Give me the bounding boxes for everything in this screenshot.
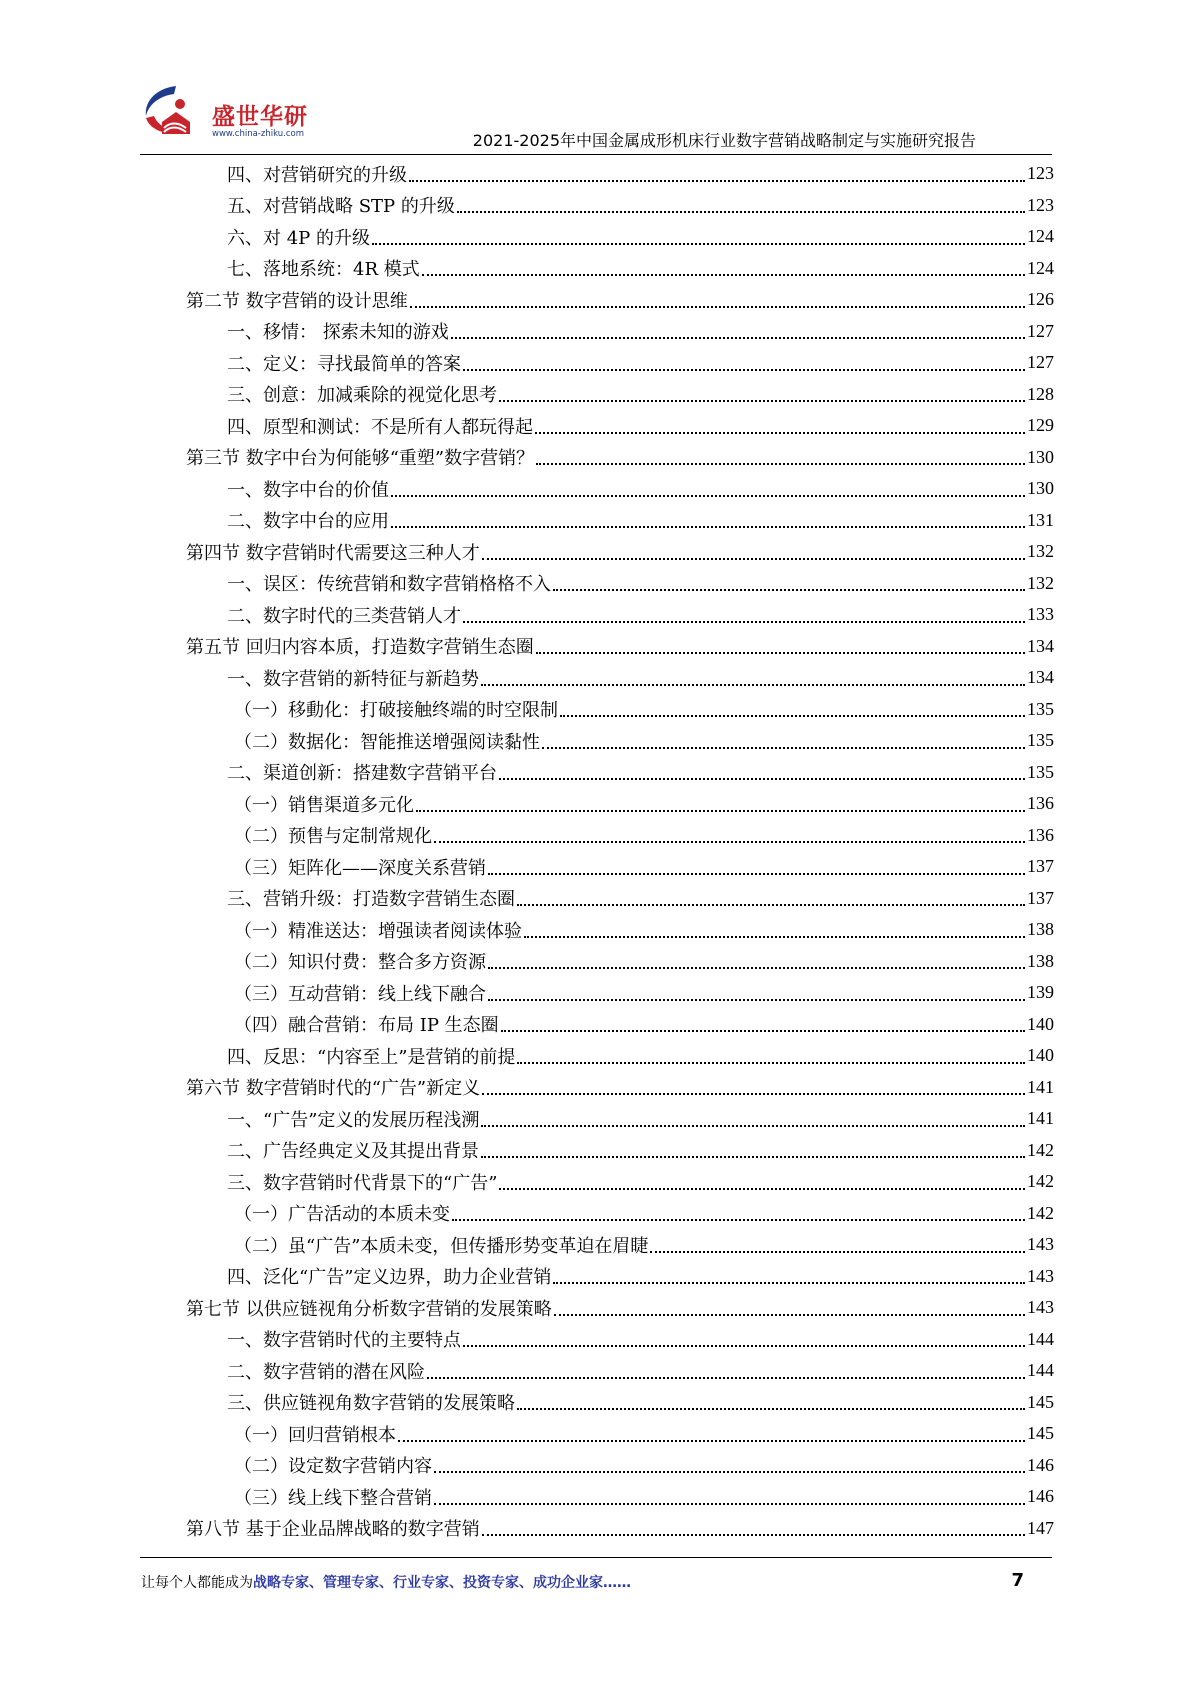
table-of-contents — [186, 158, 1054, 1544]
toc-dot-leader — [398, 1440, 1025, 1442]
toc-entry-page: 129 — [1027, 415, 1054, 436]
toc-dot-leader — [481, 1156, 1025, 1158]
toc-entry-page: 127 — [1027, 320, 1054, 341]
toc-dot-leader — [482, 1534, 1025, 1536]
document-title: 2021-2025年中国金属成形机床行业数字营销战略制定与实施研究报告 — [472, 131, 976, 150]
toc-entry-page: 137 — [1027, 887, 1054, 908]
toc-entry-label: （三）矩阵化——深度关系营销 — [234, 857, 486, 879]
toc-entry-label: 四、反思：“内容至上”是营销的前提 — [227, 1046, 516, 1068]
header-divider — [140, 154, 1052, 155]
toc-entry[interactable] — [186, 1513, 1054, 1545]
toc-dot-leader — [481, 1125, 1025, 1127]
toc-dot-leader — [499, 1188, 1025, 1190]
toc-entry-label: （二）预售与定制常规化 — [234, 826, 432, 848]
toc-entry-page: 124 — [1027, 226, 1054, 247]
toc-entry-page: 126 — [1027, 289, 1054, 310]
toc-entry[interactable] — [186, 1418, 1054, 1450]
toc-entry[interactable] — [186, 253, 1054, 285]
toc-entry[interactable] — [186, 1040, 1054, 1072]
toc-dot-leader — [409, 180, 1025, 182]
toc-entry-label: 三、供应链视角数字营销的发展策略 — [227, 1393, 515, 1415]
toc-entry-page: 143 — [1027, 1234, 1054, 1255]
toc-entry-label: 一、数字营销时代的主要特点 — [227, 1330, 461, 1352]
toc-entry[interactable] — [186, 820, 1054, 852]
toc-entry-label: 一、移情： 探索未知的游戏 — [227, 322, 449, 344]
toc-entry-page: 130 — [1027, 446, 1054, 467]
toc-entry-page: 128 — [1027, 383, 1054, 404]
toc-entry-page: 137 — [1027, 856, 1054, 877]
toc-entry-page: 134 — [1027, 667, 1054, 688]
footer-slogan-highlight: 战略专家、管理专家、行业专家、投资专家、成功企业家…… — [253, 1575, 631, 1591]
toc-entry-page: 141 — [1027, 1076, 1054, 1097]
toc-entry-label: （二）知识付费：整合多方资源 — [234, 952, 486, 974]
toc-entry[interactable] — [186, 757, 1054, 789]
toc-dot-leader — [427, 1377, 1025, 1379]
toc-dot-leader — [410, 306, 1025, 308]
toc-entry-page: 135 — [1027, 761, 1054, 782]
toc-entry-page: 142 — [1027, 1171, 1054, 1192]
toc-entry-page: 131 — [1027, 509, 1054, 530]
toc-entry[interactable] — [186, 725, 1054, 757]
toc-entry[interactable] — [186, 221, 1054, 253]
toc-entry[interactable] — [186, 883, 1054, 915]
toc-entry-label: 三、营销升级：打造数字营销生态圈 — [227, 889, 515, 911]
toc-dot-leader — [536, 652, 1025, 654]
toc-dot-leader — [554, 1314, 1025, 1316]
footer-slogan — [141, 1572, 631, 1592]
page-number: 7 — [1011, 1570, 1024, 1591]
toc-entry[interactable] — [186, 1229, 1054, 1261]
toc-entry-page: 144 — [1027, 1328, 1054, 1349]
toc-entry-label: （一）回归营销根本 — [234, 1424, 396, 1446]
toc-dot-leader — [517, 1408, 1025, 1410]
toc-entry-page: 142 — [1027, 1139, 1054, 1160]
toc-entry[interactable] — [186, 1166, 1054, 1198]
toc-dot-leader — [482, 1093, 1025, 1095]
toc-entry[interactable] — [186, 977, 1054, 1009]
toc-entry[interactable] — [186, 568, 1054, 600]
toc-entry-label: 四、原型和测试：不是所有人都玩得起 — [227, 416, 533, 438]
toc-entry-page: 134 — [1027, 635, 1054, 656]
toc-entry-label: 第五节 回归内容本质，打造数字营销生态圈 — [186, 637, 534, 659]
toc-entry-page: 145 — [1027, 1423, 1054, 1444]
toc-entry-page: 147 — [1027, 1517, 1054, 1538]
toc-entry-label: 五、对营销战略 STP 的升级 — [227, 196, 455, 218]
toc-dot-leader — [560, 715, 1025, 717]
toc-entry-label: 七、落地系统：4R 模式 — [227, 259, 420, 281]
toc-entry-label: （一）广告活动的本质未变 — [234, 1204, 450, 1226]
toc-entry[interactable] — [186, 1324, 1054, 1356]
toc-entry-label: 二、数字营销的潜在风险 — [227, 1361, 425, 1383]
toc-entry[interactable] — [186, 946, 1054, 978]
logo-url: www.china-zhiku.com — [212, 129, 304, 139]
toc-entry[interactable] — [186, 1292, 1054, 1324]
toc-entry[interactable] — [186, 851, 1054, 883]
toc-dot-leader — [463, 621, 1025, 623]
toc-dot-leader — [452, 1219, 1025, 1221]
toc-entry[interactable] — [186, 1009, 1054, 1041]
toc-entry[interactable] — [186, 1135, 1054, 1167]
toc-dot-leader — [463, 369, 1025, 371]
toc-entry-label: 三、数字营销时代背景下的“广告” — [227, 1172, 498, 1194]
toc-entry-label: 二、渠道创新：搭建数字营销平台 — [227, 763, 497, 785]
toc-entry[interactable] — [186, 1198, 1054, 1230]
toc-dot-leader — [391, 495, 1025, 497]
toc-entry-label: 四、对营销研究的升级 — [227, 164, 407, 186]
toc-entry-page: 140 — [1027, 1013, 1054, 1034]
toc-entry-label: 第四节 数字营销时代需要这三种人才 — [186, 542, 480, 564]
toc-entry-page: 136 — [1027, 824, 1054, 845]
toc-dot-leader — [422, 274, 1025, 276]
toc-entry-label: 第六节 数字营销时代的“广告”新定义 — [186, 1078, 481, 1100]
toc-entry-label: （四）融合营销：布局 IP 生态圈 — [234, 1015, 499, 1037]
toc-dot-leader — [391, 526, 1025, 528]
toc-entry-page: 124 — [1027, 257, 1054, 278]
toc-entry-label: 第三节 数字中台为何能够“重塑”数字营销？ — [186, 448, 535, 470]
toc-dot-leader — [463, 1345, 1025, 1347]
toc-entry[interactable] — [186, 914, 1054, 946]
toc-entry-page: 135 — [1027, 698, 1054, 719]
toc-entry-label: 第二节 数字营销的设计思维 — [186, 290, 408, 312]
toc-entry-label: 二、广告经典定义及其提出背景 — [227, 1141, 479, 1163]
toc-entry-page: 136 — [1027, 793, 1054, 814]
toc-entry-page: 132 — [1027, 572, 1054, 593]
toc-dot-leader — [517, 904, 1025, 906]
toc-entry[interactable] — [186, 788, 1054, 820]
toc-entry-label: 二、定义：寻找最简单的答案 — [227, 353, 461, 375]
toc-entry-label: 四、泛化“广告”定义边界，助力企业营销 — [227, 1267, 552, 1289]
toc-entry[interactable] — [186, 190, 1054, 222]
toc-entry-page: 132 — [1027, 541, 1054, 562]
toc-entry-label: 三、创意：加减乘除的视觉化思考 — [227, 385, 497, 407]
toc-dot-leader — [501, 1030, 1025, 1032]
toc-entry-page: 146 — [1027, 1486, 1054, 1507]
toc-entry-page: 146 — [1027, 1454, 1054, 1475]
toc-entry-label: 六、对 4P 的升级 — [227, 227, 371, 249]
toc-entry-label: （一）移動化：打破接触终端的时空限制 — [234, 700, 558, 722]
toc-entry[interactable] — [186, 473, 1054, 505]
toc-entry[interactable] — [186, 1355, 1054, 1387]
toc-dot-leader — [553, 1282, 1025, 1284]
toc-entry-page: 143 — [1027, 1265, 1054, 1286]
toc-entry[interactable] — [186, 379, 1054, 411]
toc-entry-page: 127 — [1027, 352, 1054, 373]
toc-entry[interactable] — [186, 536, 1054, 568]
toc-entry-label: （二）设定数字营销内容 — [234, 1456, 432, 1478]
toc-dot-leader — [499, 778, 1025, 780]
toc-dot-leader — [416, 810, 1025, 812]
toc-entry-page: 123 — [1027, 163, 1054, 184]
toc-dot-leader — [482, 558, 1025, 560]
toc-dot-leader — [542, 747, 1025, 749]
toc-entry[interactable] — [186, 599, 1054, 631]
toc-entry[interactable] — [186, 410, 1054, 442]
toc-entry[interactable] — [186, 1072, 1054, 1104]
toc-entry[interactable] — [186, 1261, 1054, 1293]
toc-entry-label: （三）线上线下整合营销 — [234, 1487, 432, 1509]
toc-dot-leader — [434, 1503, 1025, 1505]
toc-entry[interactable] — [186, 694, 1054, 726]
toc-dot-leader — [488, 967, 1025, 969]
toc-entry-label: （一）精准送达：增强读者阅读体验 — [234, 920, 522, 942]
toc-dot-leader — [650, 1251, 1025, 1253]
toc-entry-page: 145 — [1027, 1391, 1054, 1412]
toc-entry-label: （二）虽“广告”本质未变，但传播形势变革迫在眉睫 — [234, 1235, 649, 1257]
page-header — [0, 0, 1191, 160]
toc-dot-leader — [457, 211, 1025, 213]
toc-entry-page: 140 — [1027, 1045, 1054, 1066]
toc-entry-label: （二）数据化：智能推送增强阅读黏性 — [234, 731, 540, 753]
toc-dot-leader — [535, 432, 1025, 434]
toc-dot-leader — [553, 589, 1025, 591]
toc-entry[interactable] — [186, 347, 1054, 379]
toc-entry[interactable] — [186, 1481, 1054, 1513]
toc-entry[interactable] — [186, 284, 1054, 316]
toc-entry-label: 二、数字中台的应用 — [227, 511, 389, 533]
toc-entry-page: 141 — [1027, 1108, 1054, 1129]
toc-entry-label: 一、误区：传统营销和数字营销格格不入 — [227, 574, 551, 596]
toc-dot-leader — [488, 873, 1025, 875]
toc-dot-leader — [536, 463, 1025, 465]
toc-entry-label: （一）销售渠道多元化 — [234, 794, 414, 816]
footer-slogan-lead: 让每个人都能成为 — [141, 1575, 253, 1591]
toc-entry-label: 第七节 以供应链视角分析数字营销的发展策略 — [186, 1298, 552, 1320]
toc-entry[interactable] — [186, 158, 1054, 190]
toc-dot-leader — [481, 684, 1025, 686]
footer-divider — [140, 1557, 1052, 1558]
toc-entry-page: 143 — [1027, 1297, 1054, 1318]
toc-entry-page: 135 — [1027, 730, 1054, 751]
toc-entry[interactable] — [186, 631, 1054, 663]
toc-entry-page: 142 — [1027, 1202, 1054, 1223]
toc-entry-page: 133 — [1027, 604, 1054, 625]
toc-dot-leader — [434, 1471, 1025, 1473]
toc-dot-leader — [451, 337, 1025, 339]
toc-entry-page: 123 — [1027, 194, 1054, 215]
toc-entry-label: （三）互动营销：线上线下融合 — [234, 983, 486, 1005]
toc-entry[interactable] — [186, 1450, 1054, 1482]
toc-entry[interactable] — [186, 662, 1054, 694]
toc-entry-label: 一、数字中台的价值 — [227, 479, 389, 501]
toc-entry-label: 二、数字时代的三类营销人才 — [227, 605, 461, 627]
toc-dot-leader — [524, 936, 1025, 938]
toc-dot-leader — [488, 999, 1025, 1001]
toc-entry-page: 138 — [1027, 950, 1054, 971]
toc-entry-page: 139 — [1027, 982, 1054, 1003]
toc-dot-leader — [372, 243, 1025, 245]
toc-entry[interactable] — [186, 316, 1054, 348]
toc-entry[interactable] — [186, 442, 1054, 474]
toc-entry[interactable] — [186, 1103, 1054, 1135]
toc-entry-page: 138 — [1027, 919, 1054, 940]
toc-entry-label: 一、“广告”定义的发展历程浅溯 — [227, 1109, 480, 1131]
toc-entry[interactable] — [186, 505, 1054, 537]
toc-entry-label: 第八节 基于企业品牌战略的数字营销 — [186, 1519, 480, 1541]
toc-entry-page: 130 — [1027, 478, 1054, 499]
logo-name: 盛世华研 — [212, 104, 308, 130]
toc-dot-leader — [499, 400, 1025, 402]
toc-dot-leader — [517, 1062, 1025, 1064]
toc-dot-leader — [434, 841, 1025, 843]
toc-entry-page: 144 — [1027, 1360, 1054, 1381]
toc-entry[interactable] — [186, 1387, 1054, 1419]
toc-entry-label: 一、数字营销的新特征与新趋势 — [227, 668, 479, 690]
